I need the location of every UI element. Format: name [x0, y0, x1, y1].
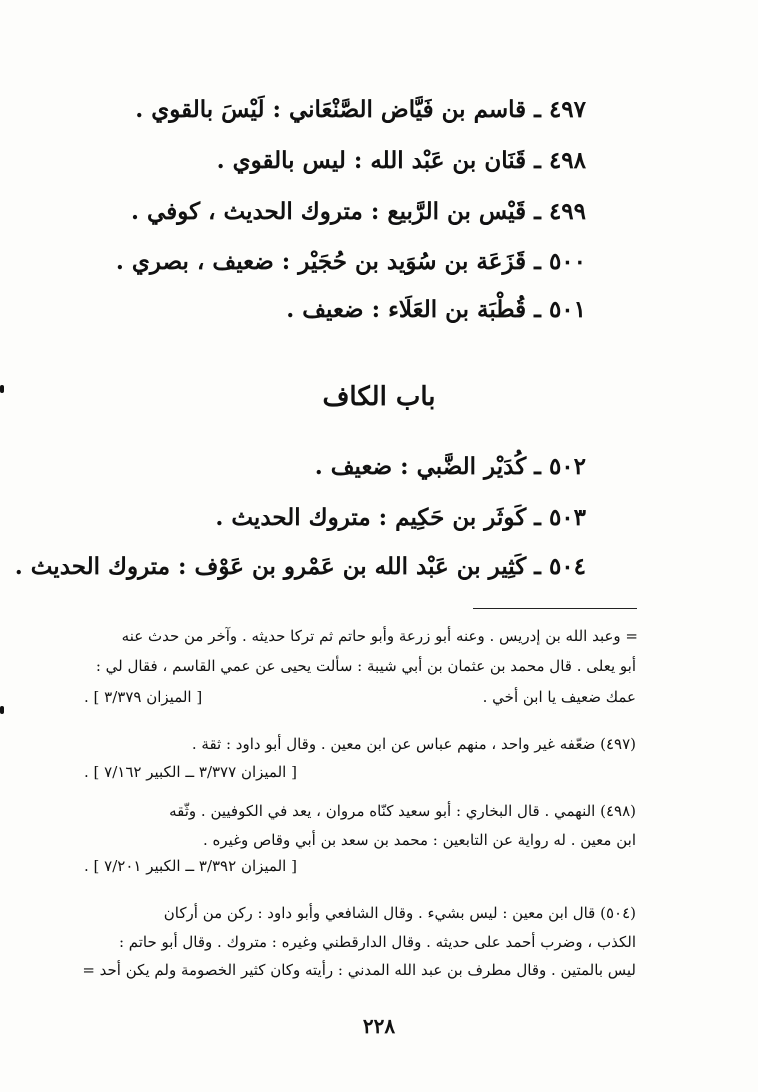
footnote-498-line-2: ابن معين . له رواية عن التابعين : محمد بن سعد بن أبي وقاص وغيره . — [203, 831, 636, 849]
entry-502: ٥٠٢ ـ كُدَيْر الضَّبي : ضعيف . — [314, 453, 586, 480]
footnote-continuation-reference: [ الميزان ٣/٣٧٩ ] . — [84, 688, 203, 706]
footnote-504-line-2: الكذب ، وضرب أحمد على حديثه . وقال الدارقطني وغيره : متروك . وقال أبو حاتم : — [118, 933, 636, 951]
page-number: ٢٢٨ — [362, 1014, 396, 1038]
entry-504: ٥٠٤ ـ كَثِير بن عَبْد الله بن عَمْرو بن عَوْف : متروك الحديث . — [14, 553, 586, 580]
entry-497: ٤٩٧ ـ قاسم بن فَيَّاض الصَّنْعَاني : لَيْسَ بالقوي . — [135, 96, 586, 123]
entry-499: ٤٩٩ ـ قَيْس بن الرَّبيع : متروك الحديث ، كوفي . — [131, 198, 586, 225]
footnote-continuation-line-2: أبو يعلى . قال محمد بن عثمان بن أبي شيبة : سألت يحيى عن عمي القاسم ، فقال لي : — [95, 657, 636, 675]
footnote-504-line-3: ليس بالمتين . وقال مطرف بن عبد الله المدني : رأيته وكان كثير الخصومة ولم يكن أحد = — [82, 961, 636, 979]
scan-edge-mark — [0, 385, 4, 393]
footnote-continuation-line-1: = وعبد الله بن إدريس . وعنه أبو زرعة وأبو حاتم ثم تركا حديثه . وآخر من حدث عنه — [121, 627, 638, 645]
entry-500: ٥٠٠ ـ قَزَعَة بن سُوَيد بن حُجَيْر : ضعيف ، بصري . — [115, 248, 586, 275]
entry-503: ٥٠٣ ـ كَوثَر بن حَكِيم : متروك الحديث . — [215, 504, 586, 531]
footnote-498-reference: [ الميزان ٣/٣٩٢ ــ الكبير ٧/٢٠١ ] . — [84, 857, 297, 875]
footnote-497-line-1: (٤٩٧) ضعّفه غير واحد ، منهم عباس عن ابن معين . وقال أبو داود : ثقة . — [191, 735, 636, 753]
entry-501: ٥٠١ ـ قُطْبَة بن العَلَاء : ضعيف . — [286, 296, 586, 323]
entry-498: ٤٩٨ ـ قَنَان بن عَبْد الله : ليس بالقوي . — [216, 147, 586, 174]
scan-edge-mark — [0, 706, 4, 714]
footnote-498-line-1: (٤٩٨) النهمي . قال البخاري : أبو سعيد كنّاه مروان ، يعد في الكوفيين . وثّقه — [169, 802, 636, 820]
section-heading: باب الكاف — [322, 382, 436, 412]
footnote-continuation-line-3: عمك ضعيف يا ابن أخي . — [482, 688, 636, 706]
footnote-497-reference: [ الميزان ٣/٣٧٧ ــ الكبير ٧/١٦٢ ] . — [84, 763, 297, 781]
footnote-504-line-1: (٥٠٤) قال ابن معين : ليس بشيء . وقال الشافعي وأبو داود : ركن من أركان — [163, 904, 636, 922]
footnote-separator — [473, 608, 637, 609]
